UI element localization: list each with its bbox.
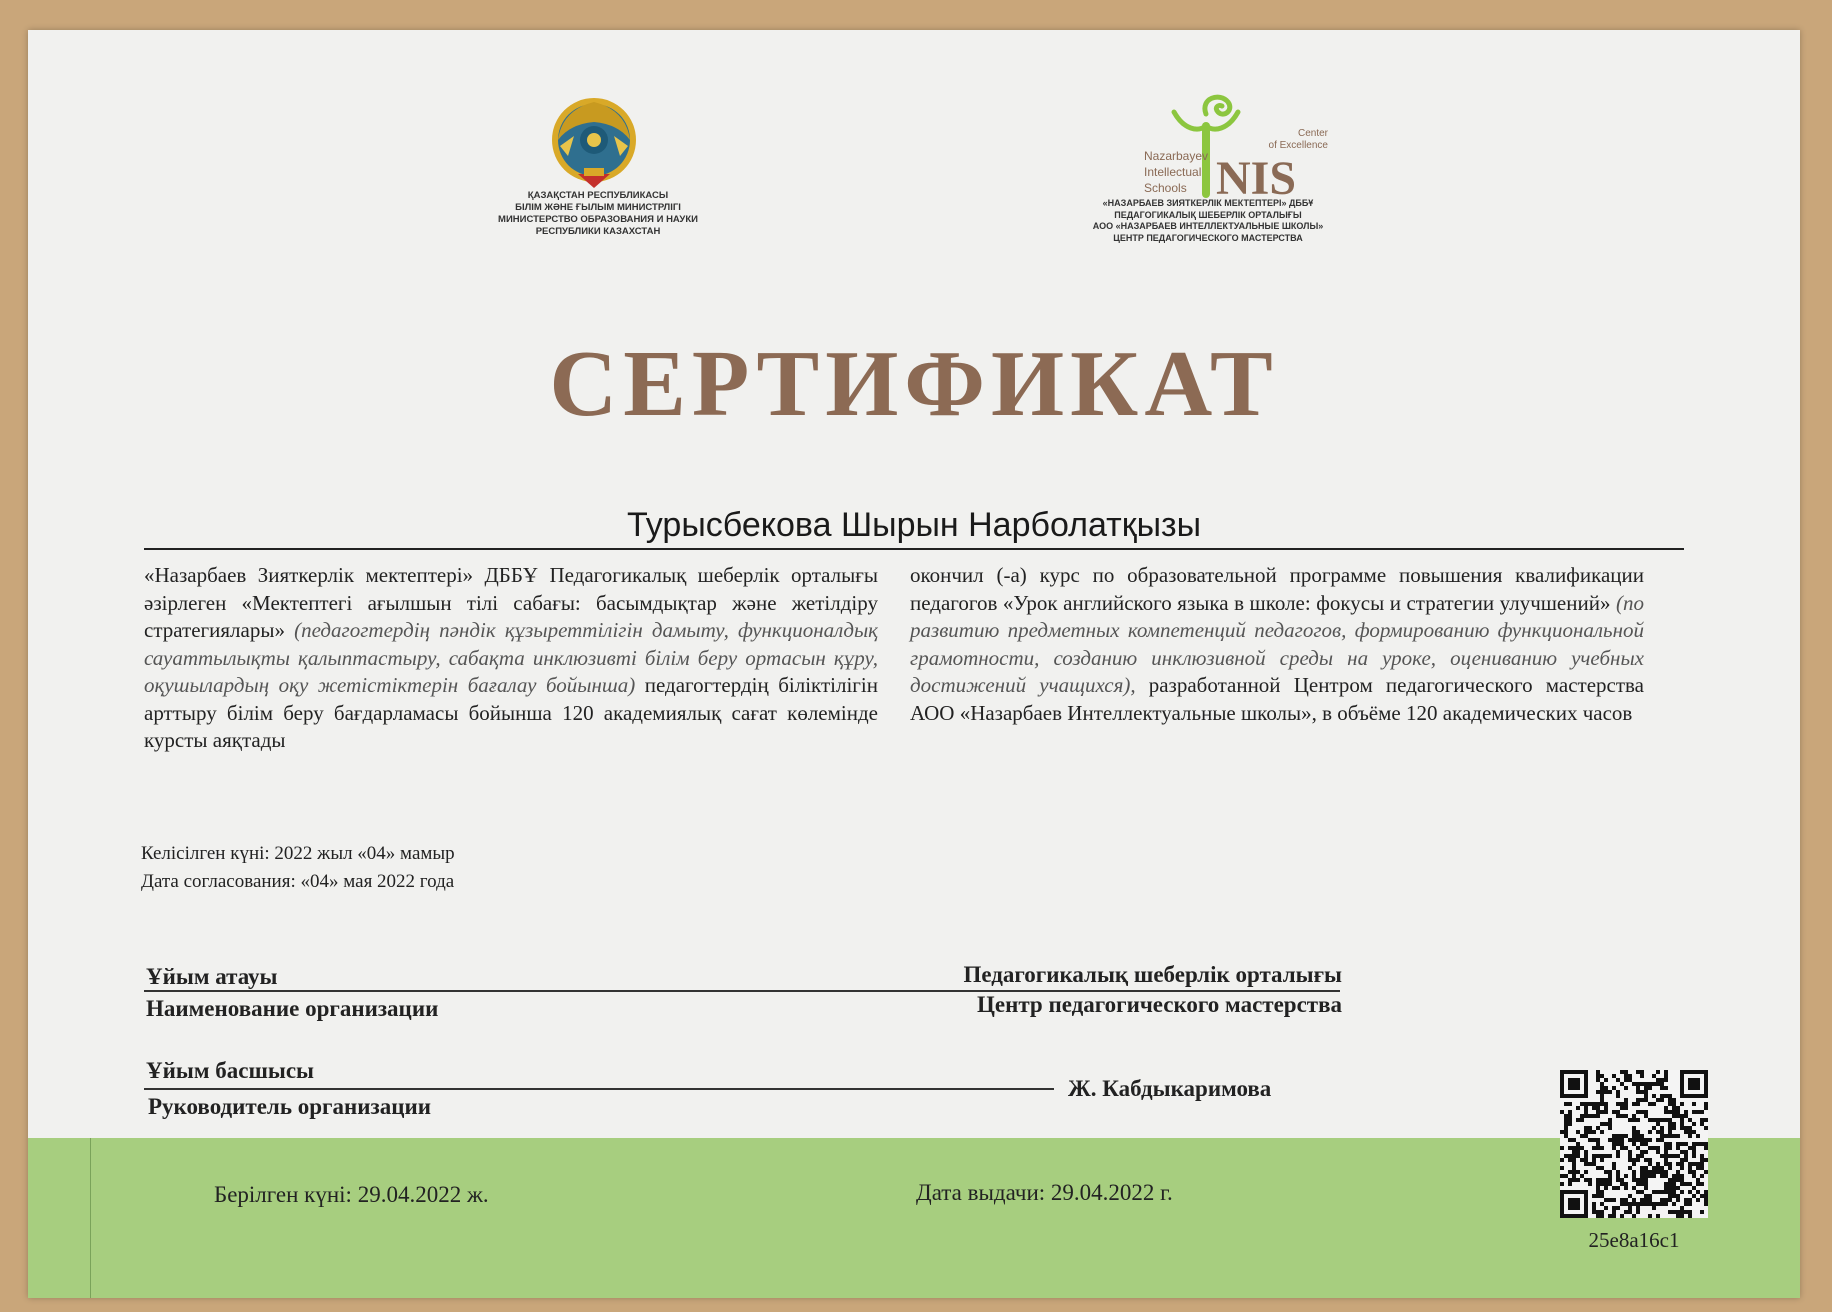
organization-value-ru: Центр педагогического мастерства	[976, 992, 1342, 1017]
body-kz-text: «Назарбаев Зияткерлік мектептері» ДББҰ Педагогикалық шеберлік орталығы әзірлеген «Мектептегі ағылшын тілі сабағы: басымдықтар және жетілдіру стратегиялары»	[144, 563, 878, 642]
ministry-line: МИНИСТЕРСТВО ОБРАЗОВАНИЯ И НАУКИ	[498, 214, 698, 225]
certificate-title: СЕРТИФИКАТ	[549, 332, 1279, 436]
nis-caption	[1058, 198, 1358, 244]
organization-label-ru: Наименование организации	[146, 996, 439, 1021]
ministry-caption	[468, 190, 728, 238]
body-text-kazakh	[144, 562, 878, 755]
nis-logo-text: Schools	[1144, 181, 1187, 195]
ministry-line: БІЛІМ ЖӘНЕ ҒЫЛЫМ МИНИСТРЛІГІ	[515, 202, 681, 213]
head-name: Ж. Кабдыкаримова	[1068, 1076, 1272, 1101]
nis-center-text: Center	[1297, 128, 1328, 139]
head-label-kz: Ұйым басшысы	[146, 1058, 314, 1083]
organization-label-kz: Ұйым атауы	[146, 964, 278, 989]
nis-line: ПЕДАГОГИКАЛЫҚ ШЕБЕРЛІК ОРТАЛЫҒЫ	[1114, 209, 1302, 220]
nis-abbr: NIS	[1216, 152, 1297, 205]
nis-line: АОО «НАЗАРБАЕВ ИНТЕЛЛЕКТУАЛЬНЫЕ ШКОЛЫ»	[1092, 221, 1324, 231]
agreement-date-kz: Келісілген күні: 2022 жыл «04» мамыр	[141, 843, 455, 864]
agreement-date-ru: Дата согласования: «04» мая 2022 года	[141, 871, 455, 892]
recipient-underline	[144, 548, 1684, 550]
ministry-line: ҚАЗАҚСТАН РЕСПУБЛИКАСЫ	[527, 190, 669, 201]
kazakhstan-state-emblem-icon	[548, 96, 640, 192]
footer-band	[28, 1138, 1800, 1298]
head-rule	[144, 1088, 1054, 1090]
footer-band-edge	[90, 1138, 91, 1298]
body-ru-text: окончил (-а) курс по образовательной программе повышения квалификации педагогов «Урок английского языка в школе: фокусы и стратегии улучшений»	[910, 563, 1644, 615]
body-text-russian	[910, 562, 1644, 727]
qr-code-icon[interactable]	[1560, 1070, 1708, 1218]
body-kz-italic: (педагогтердің пәндік құзыреттілігін дамыту, функционалдық сауаттылықты қалыптастыру, сабақта инклюзивті білім беру ортасын құру, оқушылардың оқу жетістіктерін бағалау бойынша)	[144, 618, 878, 697]
qr-code-id: 25e8a16c1	[1588, 1228, 1680, 1252]
ministry-line: РЕСПУБЛИКИ КАЗАХСТАН	[535, 226, 661, 237]
body-ru-italic: (по развитию предметных компетенций педагогов, формированию функциональной грамотности, созданию инклюзивной среды на уроке, оцениванию учебных достижений учащихся),	[910, 590, 1644, 697]
nis-logo-text: Intellectual	[1144, 165, 1202, 179]
nis-logo-text: Nazarbayev	[1144, 149, 1209, 163]
certificate-sheet	[28, 30, 1800, 1298]
nis-line: ЦЕНТР ПЕДАГОГИЧЕСКОГО МАСТЕРСТВА	[1113, 232, 1303, 243]
agreement-dates	[141, 840, 455, 896]
organization-value-kz: Педагогикалық шеберлік орталығы	[963, 962, 1342, 987]
head-label-ru: Руководитель организации	[148, 1094, 431, 1119]
nis-line: «НАЗАРБАЕВ ЗИЯТКЕРЛІК МЕКТЕПТЕРІ» ДББҰ	[1102, 198, 1314, 208]
body-ru-text-end: разработанной Центром педагогического мастерства АОО «Назарбаев Интеллектуальные школы», в объёме 120 академических часов	[910, 673, 1644, 725]
recipient-name: Турысбекова Шырын Нарболатқызы	[626, 506, 1202, 544]
issue-date-kz: Берілген күні: 29.04.2022 ж.	[214, 1182, 489, 1207]
issue-date-ru: Дата выдачи: 29.04.2022 г.	[916, 1180, 1173, 1205]
body-kz-text-end: педагогтердің біліктілігін арттыру білім беру бағдарламасы бойынша 120 академиялық сағат көлемінде курсты аяқтады	[144, 673, 878, 752]
nis-center-text: of Excellence	[1268, 140, 1328, 151]
